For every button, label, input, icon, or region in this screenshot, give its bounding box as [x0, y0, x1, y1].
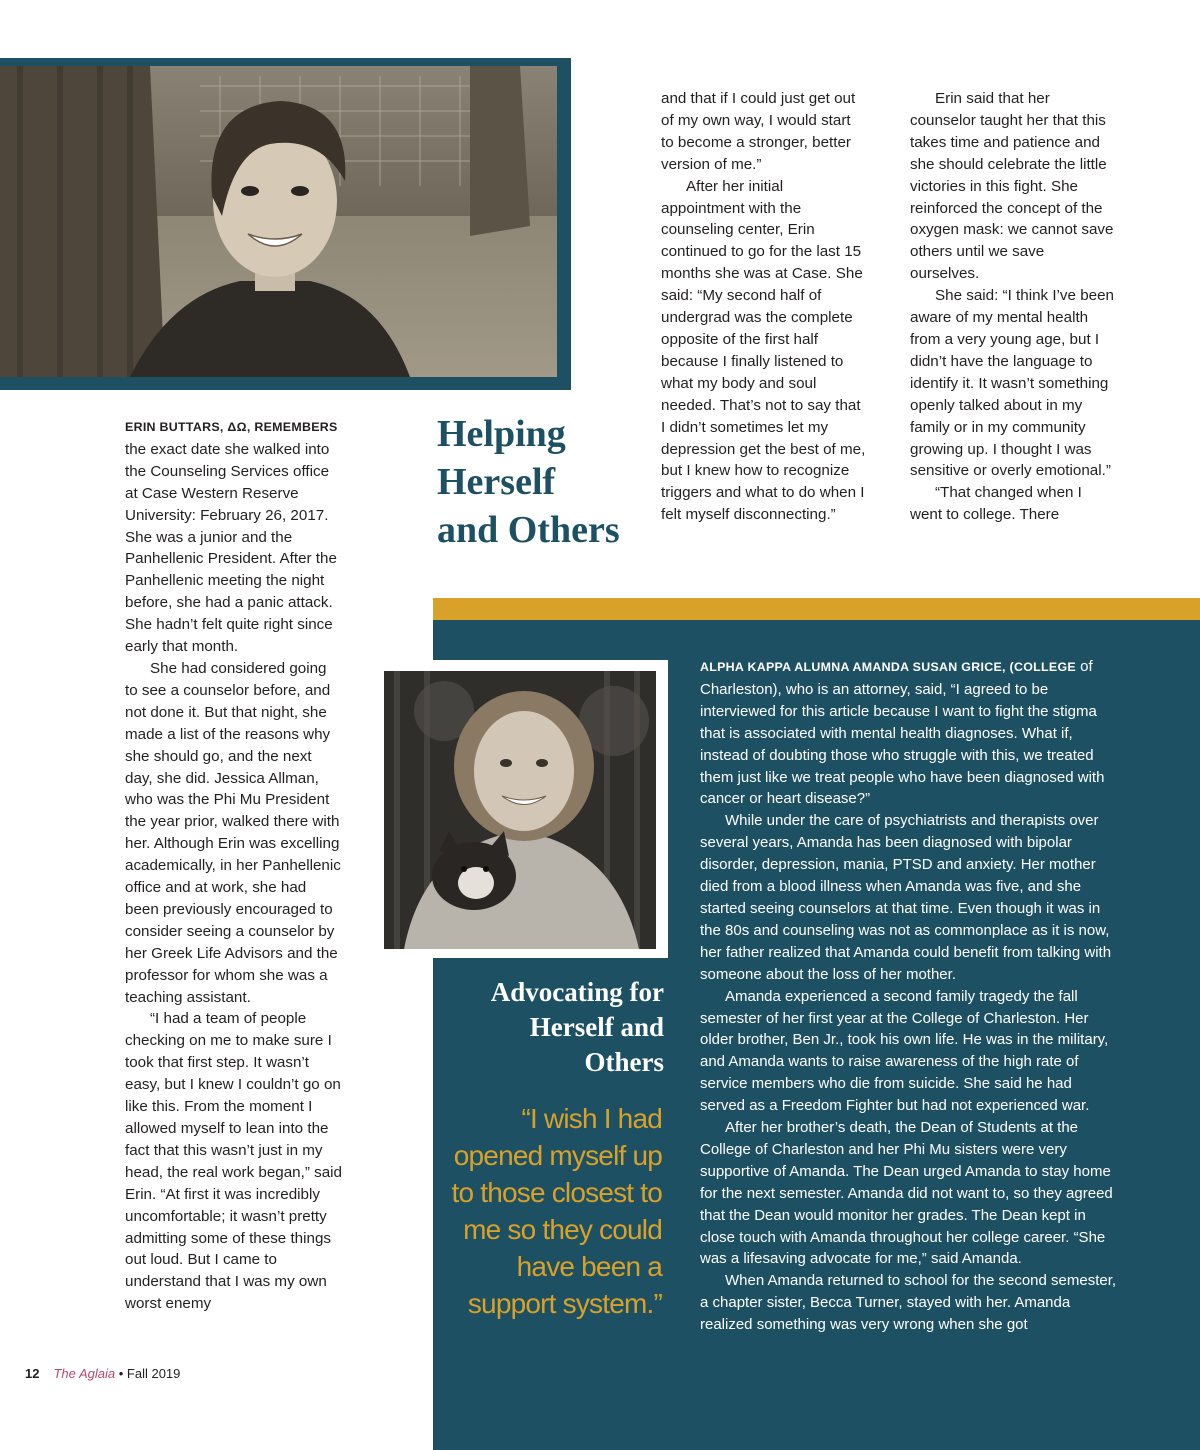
article-1-column-1	[125, 416, 343, 1315]
paragraph: After her brother’s death, the Dean of Students at the College of Charleston and her Phi Mu sisters were very supportive of Amanda. The Dean urged Amanda to stay home for the next semester. Amanda did not want to, so they agreed that the Dean would monitor her grades. The Dean kept in close touch with Amanda throughout her college career. “She was a lifesaving advocate for me,” said Amanda.	[700, 1119, 1113, 1268]
paragraph: When Amanda returned to school for the second semester, a chapter sister, Becca Turner, stayed with her. Amanda realized something was very wrong when she got	[700, 1272, 1117, 1334]
headline-line: Others	[584, 1047, 664, 1077]
paragraph-text: of Charleston), who is an attorney, said, “I agreed to be interviewed for this article because I want to fight the stigma that is associated with mental health diagnoses. What if, instead of doubting those who struggle with this, we treated them just like we treat people who have been diagnosed with cancer or heart disease?”	[700, 658, 1105, 808]
page-footer	[25, 1366, 180, 1381]
lead-in: ERIN BUTTARS, ΔΩ, REMEMBERS	[125, 420, 338, 434]
photo-erin-buttars	[0, 66, 557, 377]
gold-divider-bar	[433, 598, 1200, 620]
lead-in: ALPHA KAPPA ALUMNA AMANDA SUSAN GRICE, (COLLEGE	[700, 660, 1076, 674]
paragraph: She had considered going to see a counselor before, and not done it. But that night, she made a list of the reasons why she should go, and the next day, she did. Jessica Allman, who was the Phi Mu President the year prior, walked there with her. Although Erin was excelling academically, in her Panhellenic office and at work, she had been previously encouraged to consider seeing a counselor by her Greek Life Advisors and the professor for whom she was a teaching assistant.	[125, 659, 341, 1006]
issue-label: • Fall 2019	[115, 1366, 181, 1381]
paragraph: and that if I could just get out of my own way, I would start to become a stronger, better version of me.”	[661, 90, 856, 173]
paragraph: “That changed when I went to college. There	[910, 484, 1082, 524]
paragraph: After her initial appointment with the counseling center, Erin continued to go for the last 15 months she was at Case. She said: “My second half of undergrad was the complete opposite of the first half because I finally listened to what my body and soul needed. That’s not to say that I didn’t sometimes let my depression get the best of me, but I knew how to recognize triggers and what to do when I felt myself disconnecting.”	[661, 177, 866, 524]
article-1-column-3	[910, 88, 1115, 526]
headline-line: Helping	[437, 413, 566, 455]
photo-amanda-grice	[384, 671, 656, 949]
paragraph-text: the exact date she walked into the Counseling Services office at Case Western Reserve University: February 26, 2017. She was a junior and the Panhellenic President. After the Panhellenic meeting the night before, she had a panic attack. She hadn’t felt quite right since early that month.	[125, 440, 337, 656]
magazine-title: The Aglaia	[53, 1366, 116, 1381]
headline-line: Advocating for	[490, 977, 664, 1007]
paragraph: “I had a team of people checking on me to make sure I took that first step. It wasn’t easy, but I knew I couldn’t go on like this. From the moment I allowed myself to lean into the fact that this wasn’t just in my head, the real work began,” said Erin. “At first it was incredibly uncomfortable; it wasn’t pretty admitting some of these things out loud. But I came to understand that I was my own worst enemy	[125, 1010, 342, 1313]
article-2-headline	[440, 975, 664, 1080]
pull-quote: “I wish I had opened myself up to those closest to me so they could have been a support system.”	[451, 1103, 662, 1319]
page-number: 12	[25, 1366, 40, 1381]
paragraph: While under the care of psychiatrists and therapists over several years, Amanda has been diagnosed with bipolar disorder, depression, mania, PTSD and anxiety. Her mother died from a blood illness when Amanda was five, and she started seeing counselors at that time. Even though it was in the 80s and counseling was not as commonplace as it is now, her father realized that Amanda could benefit from talking with someone about the loss of her mother.	[700, 812, 1112, 983]
headline-line: Herself and	[529, 1012, 664, 1042]
headline-line: Herself	[437, 461, 556, 503]
article-1-headline	[437, 410, 637, 554]
paragraph: Erin said that her counselor taught her that this takes time and patience and she should celebrate the little victories in this fight. She reinforced the concept of the oxygen mask: we cannot save others until we save ourselves.	[910, 90, 1114, 283]
paragraph: She said: “I think I’ve been aware of my mental health from a very young age, but I didn’t have the language to identify it. It wasn’t something openly talked about in my family or in my community growing up. I thought I was sensitive or overly emotional.”	[910, 287, 1114, 480]
article-2-column	[700, 656, 1120, 1336]
paragraph: Amanda experienced a second family tragedy the fall semester of her first year at the College of Charleston. Her older brother, Ben Jr., took his own life. He was in the military, and Amanda wants to raise awareness of the high rate of service members who die from suicide. She said he had served as a Freedom Fighter but had not experienced war.	[700, 987, 1109, 1115]
headline-line: and Others	[437, 509, 620, 551]
article-1-column-2	[661, 88, 866, 526]
